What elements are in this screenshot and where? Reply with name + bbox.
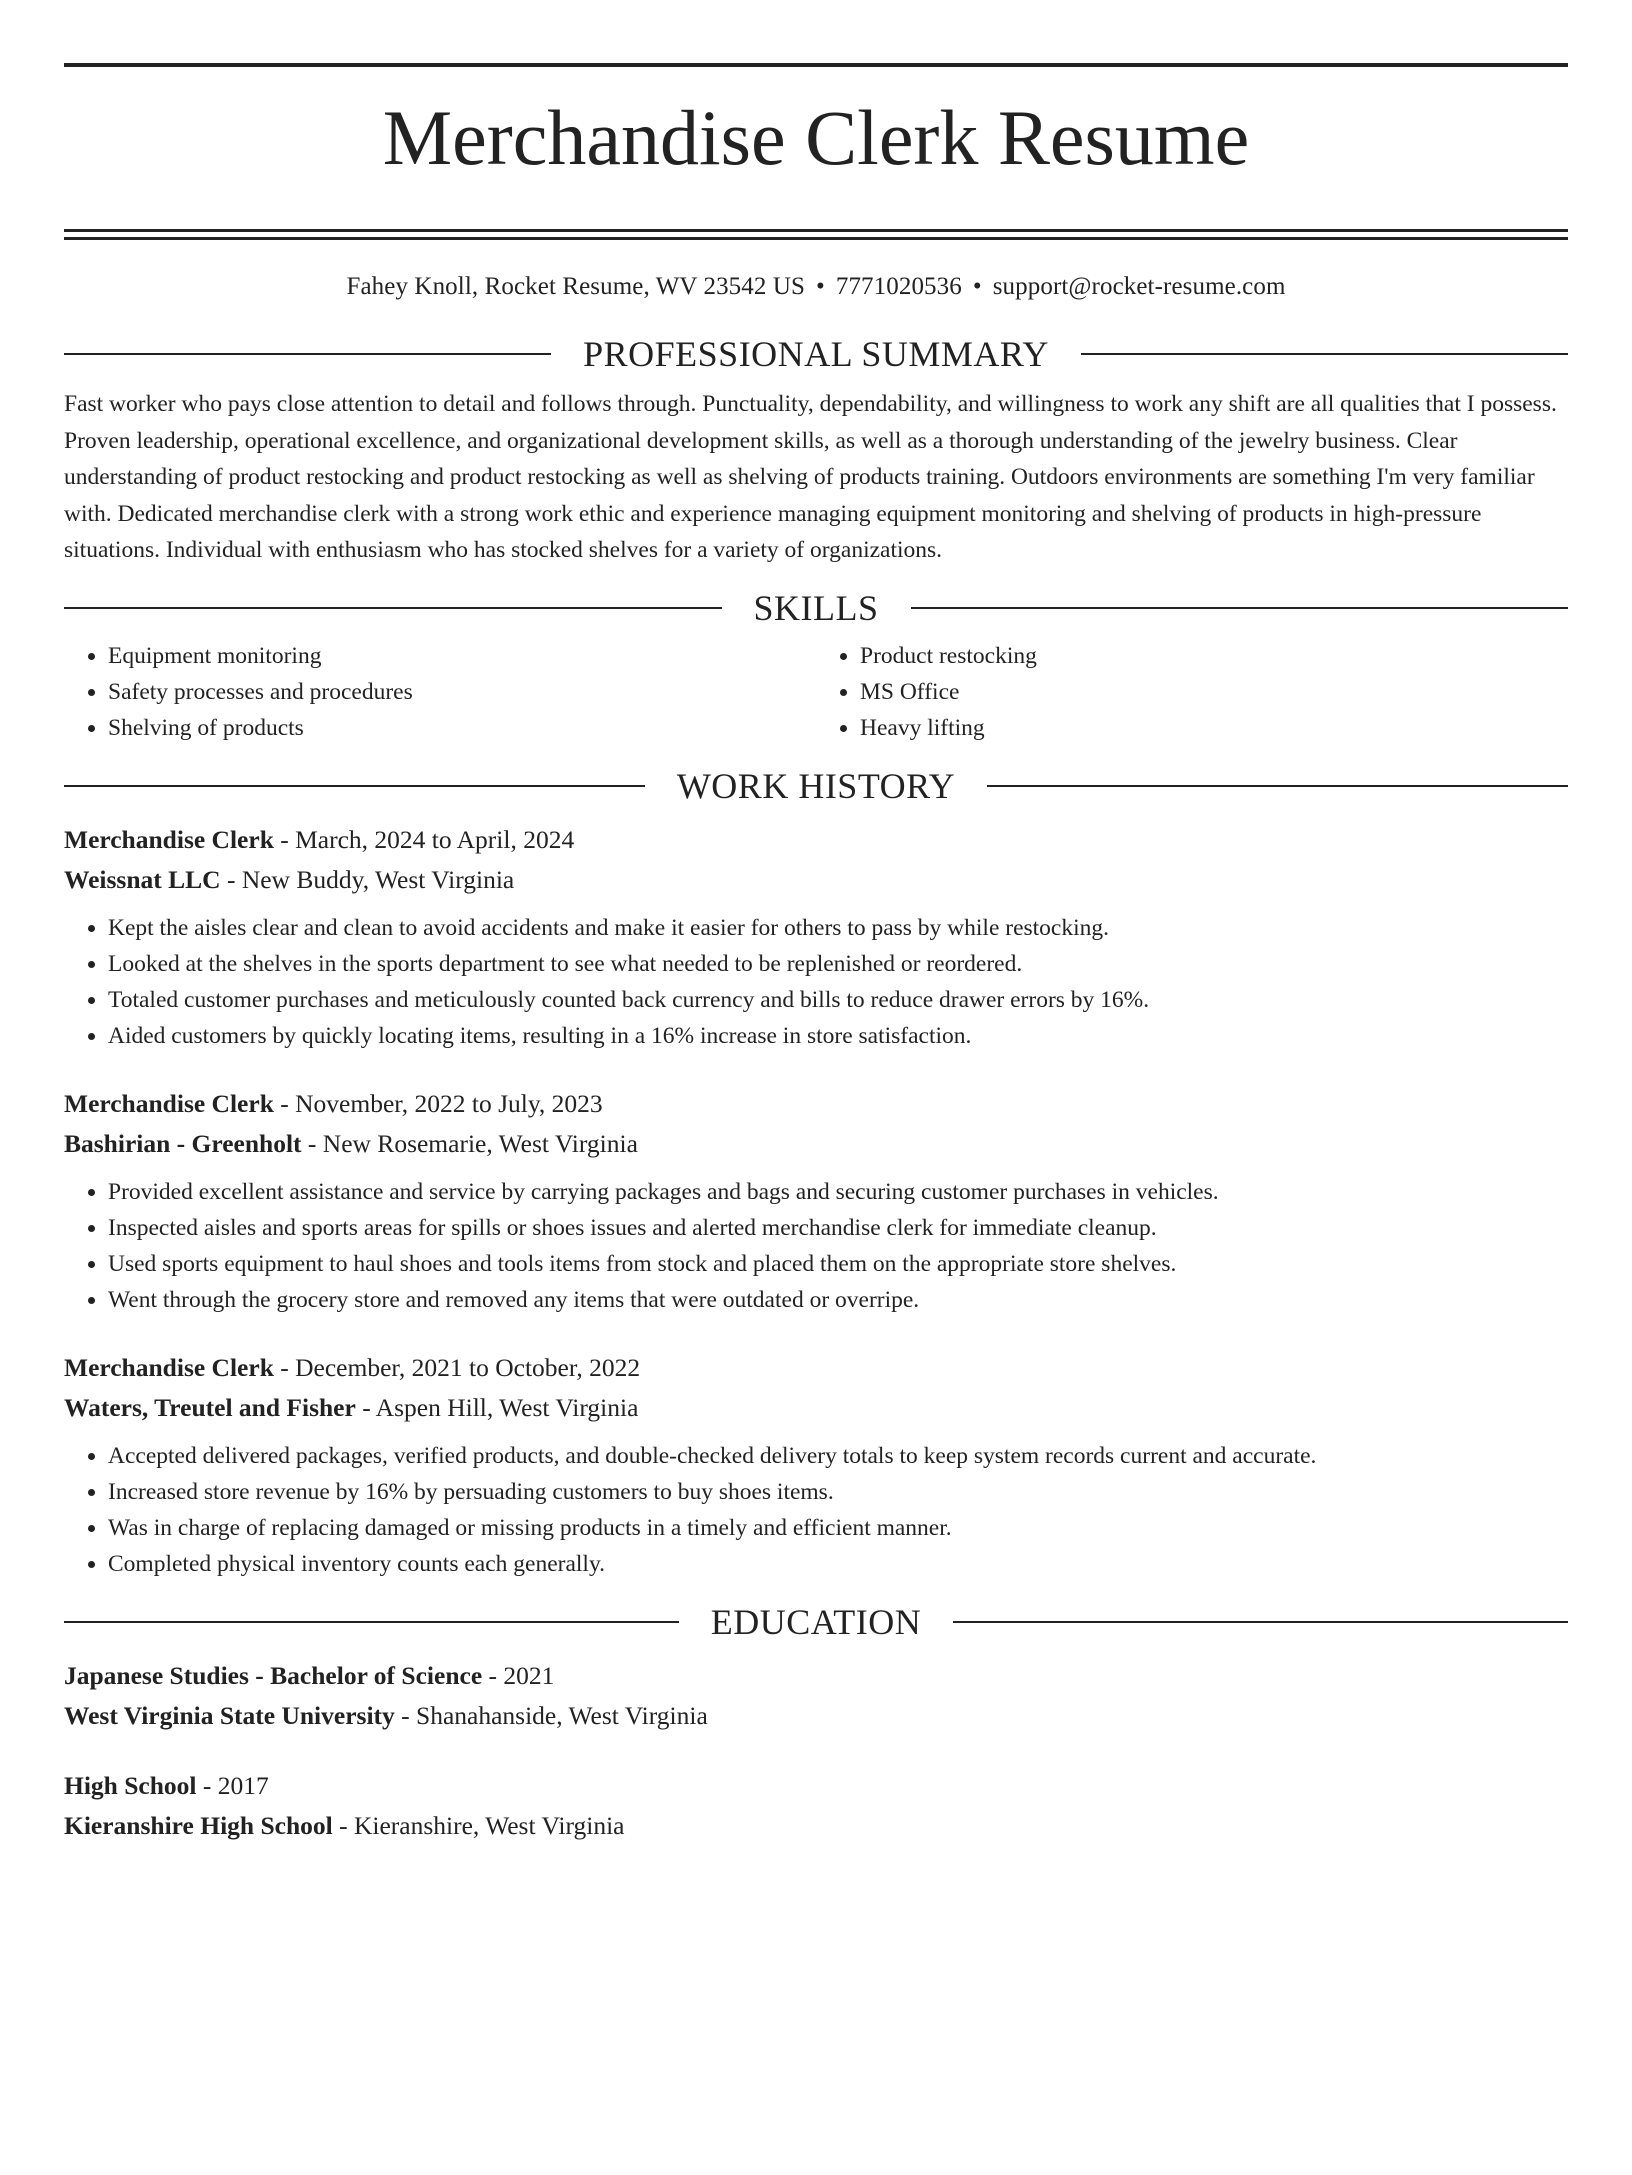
school-location: - Shanahanside, West Virginia bbox=[394, 1700, 708, 1730]
job-dates: - November, 2022 to July, 2023 bbox=[273, 1088, 603, 1118]
resume-page bbox=[0, 63, 1632, 2175]
resume-title: Merchandise Clerk Resume bbox=[382, 94, 1250, 181]
summary-text: Fast worker who pays close attention to detail and follows through. Punctuality, dependability, and willingness to work any shift are all qualities that I possess. Proven leadership, operational excellence, and organizational development skills, as well as a thorough understanding of the jewelry business. Clear understanding of product restocking and product restocking as well as shelving of products training. Outdoors environments are something I'm very familiar with. Dedicated merchandise clerk with a strong work ethic and experience managing equipment monitoring and shelving of products in high-pressure situations. Individual with enthusiasm who has stocked shelves for a variety of organizations. bbox=[64, 391, 1557, 564]
top-rule bbox=[64, 63, 1568, 67]
job-bullet: • Looked at the shelves in the sports department to see what needed to be replenished or reordered. bbox=[108, 946, 1568, 982]
education-heading bbox=[64, 1601, 1568, 1642]
job-entry bbox=[64, 1084, 1568, 1318]
degree-year: - 2017 bbox=[196, 1770, 269, 1800]
job-location: - New Rosemarie, West Virginia bbox=[301, 1128, 638, 1158]
job-bullet: • Inspected aisles and sports areas for spills or shoes issues and alerted merchandise clerk for immediate cleanup. bbox=[108, 1210, 1568, 1246]
heading-rule bbox=[1081, 353, 1568, 355]
contact-phone: 7771020536 bbox=[835, 273, 962, 301]
work-heading bbox=[64, 765, 1568, 806]
job-title-line bbox=[64, 1348, 1568, 1388]
school: Kieranshire High School bbox=[64, 1810, 333, 1840]
skills-heading-text: SKILLS bbox=[753, 587, 879, 628]
heading-rule bbox=[64, 785, 645, 787]
education-heading-text: EDUCATION bbox=[710, 1601, 922, 1642]
contact-address: Fahey Knoll, Rocket Resume, WV 23542 US bbox=[346, 273, 805, 301]
job-bullets bbox=[64, 1174, 1568, 1318]
job-bullets bbox=[64, 1438, 1568, 1582]
skills-list bbox=[64, 638, 1568, 746]
school-line bbox=[64, 1806, 1568, 1846]
education-entry bbox=[64, 1766, 1568, 1846]
degree-year: - 2021 bbox=[482, 1660, 555, 1690]
job-bullet: • Was in charge of replacing damaged or missing products in a timely and efficient manner. bbox=[108, 1510, 1568, 1546]
degree: Japanese Studies - Bachelor of Science bbox=[64, 1660, 483, 1690]
skill-item: • Heavy lifting bbox=[860, 710, 1568, 746]
title-double-rule bbox=[64, 229, 1568, 240]
heading-rule bbox=[64, 607, 722, 609]
skill-item: • MS Office bbox=[860, 674, 1568, 710]
job-title: Merchandise Clerk bbox=[64, 1352, 274, 1382]
job-title: Merchandise Clerk bbox=[64, 1088, 274, 1118]
job-company-line bbox=[64, 1124, 1568, 1164]
skill-item: • Equipment monitoring bbox=[108, 638, 816, 674]
job-company: Bashirian - Greenholt bbox=[64, 1128, 302, 1158]
job-bullet: • Accepted delivered packages, verified products, and double-checked delivery totals to keep system records current and accurate. bbox=[108, 1438, 1568, 1474]
school: West Virginia State University bbox=[64, 1700, 395, 1730]
job-bullet: • Increased store revenue by 16% by persuading customers to buy shoes items. bbox=[108, 1474, 1568, 1510]
job-location: - New Buddy, West Virginia bbox=[220, 864, 515, 894]
job-bullets bbox=[64, 910, 1568, 1054]
degree: High School bbox=[64, 1770, 197, 1800]
school-location: - Kieranshire, West Virginia bbox=[332, 1810, 625, 1840]
skills-column-right bbox=[816, 638, 1568, 746]
job-dates: - March, 2024 to April, 2024 bbox=[273, 824, 575, 854]
skills-heading bbox=[64, 587, 1568, 628]
heading-rule bbox=[953, 1621, 1568, 1623]
job-title-line bbox=[64, 1084, 1568, 1124]
summary-heading-text: PROFESSIONAL SUMMARY bbox=[583, 334, 1049, 375]
contact-separator: • bbox=[816, 273, 825, 301]
job-company: Waters, Treutel and Fisher bbox=[64, 1392, 356, 1422]
skill-item: • Shelving of products bbox=[108, 710, 816, 746]
job-bullet: • Provided excellent assistance and service by carrying packages and bags and securing customer purchases in vehicles. bbox=[108, 1174, 1568, 1210]
skill-item: • Product restocking bbox=[860, 638, 1568, 674]
job-company-line bbox=[64, 860, 1568, 900]
school-line bbox=[64, 1696, 1568, 1736]
heading-rule bbox=[64, 1621, 679, 1623]
job-dates: - December, 2021 to October, 2022 bbox=[273, 1352, 641, 1382]
job-bullet: • Went through the grocery store and removed any items that were outdated or overripe. bbox=[108, 1282, 1568, 1318]
job-company-line bbox=[64, 1388, 1568, 1428]
summary-heading bbox=[64, 334, 1568, 375]
contact-line bbox=[64, 274, 1568, 299]
job-bullet: • Used sports equipment to haul shoes and tools items from stock and placed them on the appropriate store shelves. bbox=[108, 1246, 1568, 1282]
degree-line bbox=[64, 1656, 1568, 1696]
contact-email: support@rocket-resume.com bbox=[992, 273, 1286, 301]
job-bullet: • Aided customers by quickly locating items, resulting in a 16% increase in store satisfaction. bbox=[108, 1018, 1568, 1054]
skills-column-left bbox=[64, 638, 816, 746]
job-entry bbox=[64, 1348, 1568, 1582]
contact-separator: • bbox=[972, 273, 982, 301]
degree-line bbox=[64, 1766, 1568, 1806]
heading-rule bbox=[64, 353, 551, 355]
job-bullet: • Kept the aisles clear and clean to avoid accidents and make it easier for others to pass by while restocking. bbox=[108, 910, 1568, 946]
job-bullet: • Totaled customer purchases and meticulously counted back currency and bills to reduce drawer errors by 16%. bbox=[108, 982, 1568, 1018]
job-title-line bbox=[64, 820, 1568, 860]
job-company: Weissnat LLC bbox=[64, 864, 221, 894]
skill-item: • Safety processes and procedures bbox=[108, 674, 816, 710]
job-bullet: • Completed physical inventory counts each generally. bbox=[108, 1546, 1568, 1582]
job-entry bbox=[64, 820, 1568, 1054]
work-heading-text: WORK HISTORY bbox=[676, 765, 956, 806]
education-entry bbox=[64, 1656, 1568, 1736]
heading-rule bbox=[987, 785, 1568, 787]
heading-rule bbox=[911, 607, 1569, 609]
job-location: - Aspen Hill, West Virginia bbox=[355, 1392, 639, 1422]
job-title: Merchandise Clerk bbox=[64, 824, 274, 854]
